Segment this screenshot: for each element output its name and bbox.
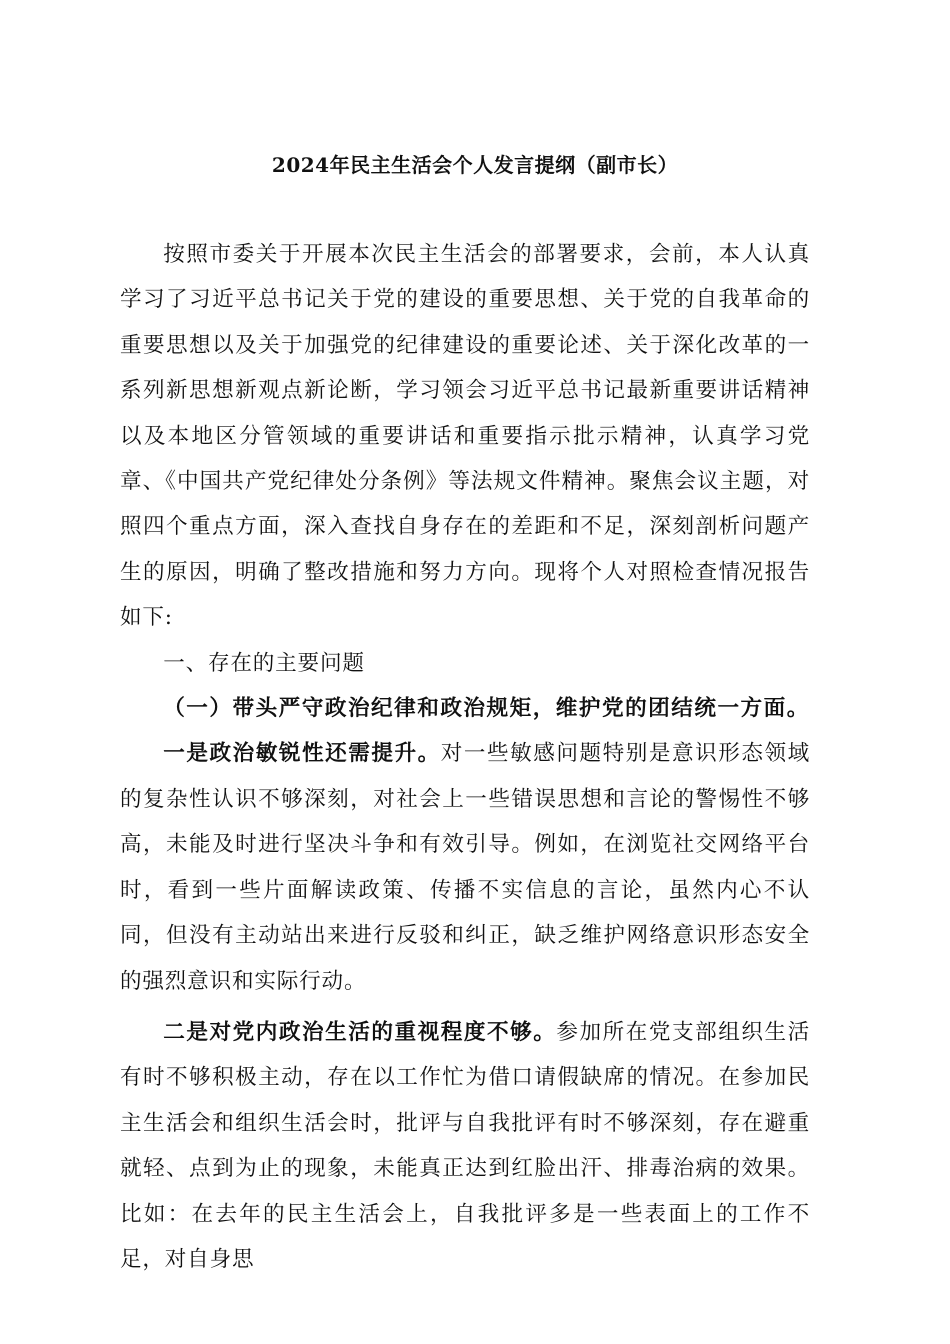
document-title: 2024年民主生活会个人发言提纲（副市长）: [271, 153, 679, 177]
point-paragraph: [120, 1010, 810, 1282]
subsection-heading: （一）带头严守政治纪律和政治规矩，维护党的团结统一方面。: [163, 696, 810, 722]
section-heading: 一、存在的主要问题: [163, 650, 365, 676]
point-body: 参加所在党支部组织生活有时不够积极主动，存在以工作忙为借口请假缺席的情况。在参加民主生活会和组织生活会时，批评与自我批评有时不够深刻，存在避重就轻、点到为止的现象，未能真正达到红脸出汗、排毒治病的效果。比如：在去年的民主生活会上，自我批评多是一些表面上的工作不足，对自身思: [120, 1019, 810, 1272]
document-body: [120, 232, 810, 1282]
point-paragraph: [120, 731, 810, 1003]
point-lead: 一是政治敏锐性还需提升。: [163, 741, 441, 767]
point-lead: 二是对党内政治生活的重视程度不够。: [163, 1019, 557, 1045]
intro-paragraph: 按照市委关于开展本次民主生活会的部署要求，会前，本人认真学习了习近平总书记关于党的建设的重要思想、关于党的自我革命的重要思想以及关于加强党的纪律建设的重要论述、关于深化改革的一系列新思想新观点新论断，学习领会习近平总书记最新重要讲话精神以及本地区分管领域的重要讲话和重要指示批示精神，认真学习党章、《中国共产党纪律处分条例》等法规文件精神。聚焦会议主题，对照四个重点方面，深入查找自身存在的差距和不足，深刻剖析问题产生的原因，明确了整改措施和努力方向。现将个人对照检查情况报告如下:: [120, 242, 810, 631]
point-body: 对一些敏感问题特别是意识形态领域的复杂性认识不够深刻，对社会上一些错误思想和言论的警惕性不够高，未能及时进行坚决斗争和有效引导。例如，在浏览社交网络平台时，看到一些片面解读政策、传播不实信息的言论，虽然内心不认同，但没有主动站出来进行反驳和纠正，缺乏维护网络意识形态安全的强烈意识和实际行动。: [120, 741, 810, 994]
